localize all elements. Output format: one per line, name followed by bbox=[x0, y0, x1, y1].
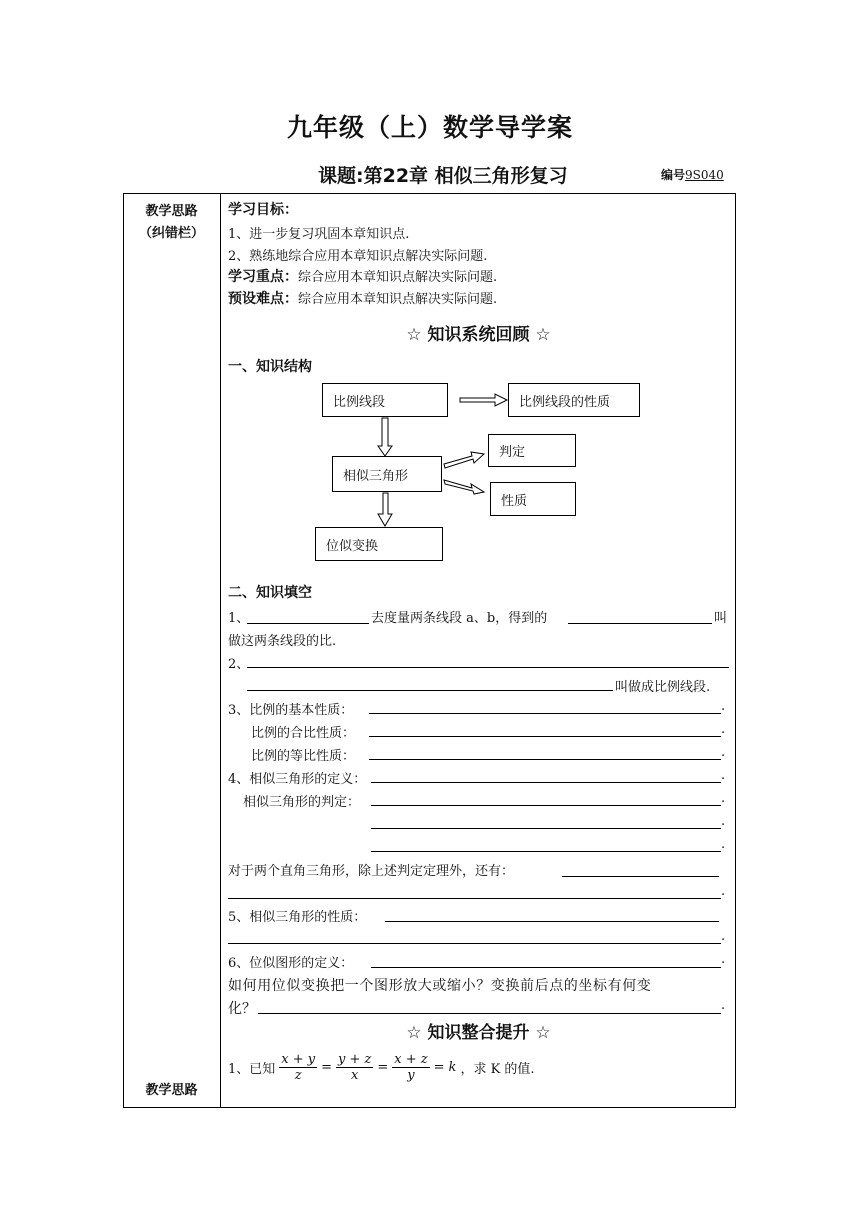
q1-blank-2[interactable] bbox=[568, 623, 712, 624]
q6-definition: 6、位似图形的定义： bbox=[228, 956, 354, 971]
problem-1 bbox=[228, 1052, 535, 1083]
problem-1-prefix: 1、已知 bbox=[228, 1062, 276, 1077]
section-title-integration: ☆ 知识整合提升 ☆ bbox=[406, 1023, 551, 1043]
q3-sum-property: 比例的合比性质： bbox=[251, 726, 356, 741]
fraction-3 bbox=[392, 1052, 429, 1083]
q4-dot-4: . bbox=[721, 837, 726, 852]
fill-heading: 二、知识填空 bbox=[228, 585, 312, 601]
key-point-text: 综合应用本章知识点解决实际问题. bbox=[298, 270, 498, 285]
fraction-1-numerator: x + y bbox=[281, 1052, 316, 1067]
key-point-label: 学习重点： bbox=[228, 269, 298, 285]
lesson-subtitle: 课题:第22章 相似三角形复习 bbox=[318, 165, 568, 187]
structure-heading: 一、知识结构 bbox=[228, 359, 312, 375]
q4-dot-1: . bbox=[721, 768, 726, 783]
q5-dot: . bbox=[721, 929, 726, 944]
q4-dot-3: . bbox=[721, 814, 726, 829]
q1-middle-text: 去度量两条线段 a、b，得到的 bbox=[371, 611, 548, 626]
objective-item-1: 1、进一步复习巩固本章知识点. bbox=[228, 227, 410, 242]
q1-line-2: 做这两条线段的比. bbox=[228, 634, 337, 649]
objective-item-2: 2、熟练地综合应用本章知识点解决实际问题. bbox=[228, 249, 488, 264]
q2-blank-2[interactable] bbox=[247, 690, 613, 691]
q4-definition: 4、相似三角形的定义： bbox=[228, 772, 367, 787]
fraction-3-numerator: x + z bbox=[394, 1052, 428, 1067]
sidebar-subheading: （纠错栏） bbox=[138, 226, 204, 241]
fraction-1-denominator: z bbox=[294, 1068, 302, 1083]
sidebar-bottom-heading: 教学思路 bbox=[145, 1083, 198, 1098]
q3-dot-3: . bbox=[721, 745, 726, 760]
q5-blank-1[interactable] bbox=[385, 921, 719, 922]
q3-blank-2[interactable] bbox=[369, 736, 721, 737]
q1-number: 1、 bbox=[228, 611, 250, 626]
q2-end-text: 叫做成比例线段. bbox=[615, 680, 711, 695]
q1-end-text: 叫 bbox=[714, 611, 728, 626]
section-title-review: ☆ 知识系统回顾 ☆ bbox=[406, 325, 551, 345]
box-ratio-segments: 比例线段 bbox=[322, 383, 448, 417]
fraction-2-denominator: x bbox=[351, 1068, 359, 1083]
arrow-down-icon-2 bbox=[378, 493, 392, 526]
q4-dot-5: . bbox=[721, 884, 726, 899]
q4-dot-2: . bbox=[721, 791, 726, 806]
q2-blank-1[interactable] bbox=[247, 667, 729, 668]
arrow-up-right-icon bbox=[444, 452, 484, 468]
box-ratio-properties: 比例线段的性质 bbox=[508, 383, 640, 417]
q6-question: 如何用位似变换把一个图形放大或缩小？变换前后点的坐标有何变 bbox=[228, 978, 652, 994]
constant-k: k bbox=[448, 1060, 457, 1075]
q6-blank-2[interactable] bbox=[258, 1013, 721, 1014]
q3-basic-property: 3、比例的基本性质： bbox=[228, 703, 354, 718]
difficulty-label: 预设难点： bbox=[228, 291, 298, 307]
q4-blank-4[interactable] bbox=[371, 851, 721, 852]
fraction-2-numerator: y + z bbox=[338, 1052, 372, 1067]
q3-blank-1[interactable] bbox=[369, 713, 721, 714]
page-title: 九年级（上）数学导学案 bbox=[286, 113, 573, 142]
fraction-2 bbox=[336, 1052, 373, 1083]
q3-dot-2: . bbox=[721, 722, 726, 737]
equals-1: = bbox=[321, 1060, 333, 1075]
q4-blank-6[interactable] bbox=[228, 898, 721, 899]
q3-dot-1: . bbox=[721, 699, 726, 714]
q2-number: 2、 bbox=[228, 657, 250, 672]
sidebar-heading: 教学思路 bbox=[145, 204, 198, 219]
box-determination: 判定 bbox=[488, 434, 576, 467]
equals-2: = bbox=[377, 1060, 389, 1075]
q5-blank-2[interactable] bbox=[228, 943, 721, 944]
q6-question-line-2: 化？ bbox=[228, 1001, 256, 1017]
box-similar-triangles: 相似三角形 bbox=[332, 456, 442, 492]
q4-blank-5[interactable] bbox=[562, 876, 719, 877]
q6-dot-1: . bbox=[721, 952, 726, 967]
arrow-down-icon bbox=[378, 418, 392, 456]
q1-blank-1[interactable] bbox=[247, 623, 369, 624]
q3-equal-ratio-property: 比例的等比性质： bbox=[251, 749, 356, 764]
fraction-3-denominator: y bbox=[407, 1068, 415, 1083]
q6-blank-1[interactable] bbox=[371, 967, 721, 968]
objectives-heading: 学习目标： bbox=[228, 202, 298, 218]
q5-properties: 5、相似三角形的性质： bbox=[228, 910, 367, 925]
equals-3: = bbox=[433, 1060, 445, 1075]
arrow-down-right-icon bbox=[444, 480, 484, 494]
box-homothety: 位似变换 bbox=[315, 527, 443, 561]
fraction-1 bbox=[279, 1052, 317, 1083]
q4-blank-1[interactable] bbox=[371, 782, 721, 783]
q4-right-triangle: 对于两个直角三角形，除上述判定定理外，还有： bbox=[228, 864, 515, 879]
difficulty-text: 综合应用本章知识点解决实际问题. bbox=[298, 292, 498, 307]
serial-label: 编号 bbox=[661, 168, 686, 182]
serial-code: 9S040 bbox=[685, 168, 724, 182]
q3-blank-3[interactable] bbox=[369, 759, 721, 760]
q6-dot-2: . bbox=[721, 998, 726, 1013]
box-properties: 性质 bbox=[490, 482, 576, 516]
q4-blank-3[interactable] bbox=[371, 828, 721, 829]
arrow-right-icon bbox=[460, 394, 507, 406]
q4-determination: 相似三角形的判定： bbox=[243, 795, 361, 810]
problem-1-suffix: ，求 K 的值. bbox=[460, 1062, 535, 1077]
q4-blank-2[interactable] bbox=[371, 805, 721, 806]
